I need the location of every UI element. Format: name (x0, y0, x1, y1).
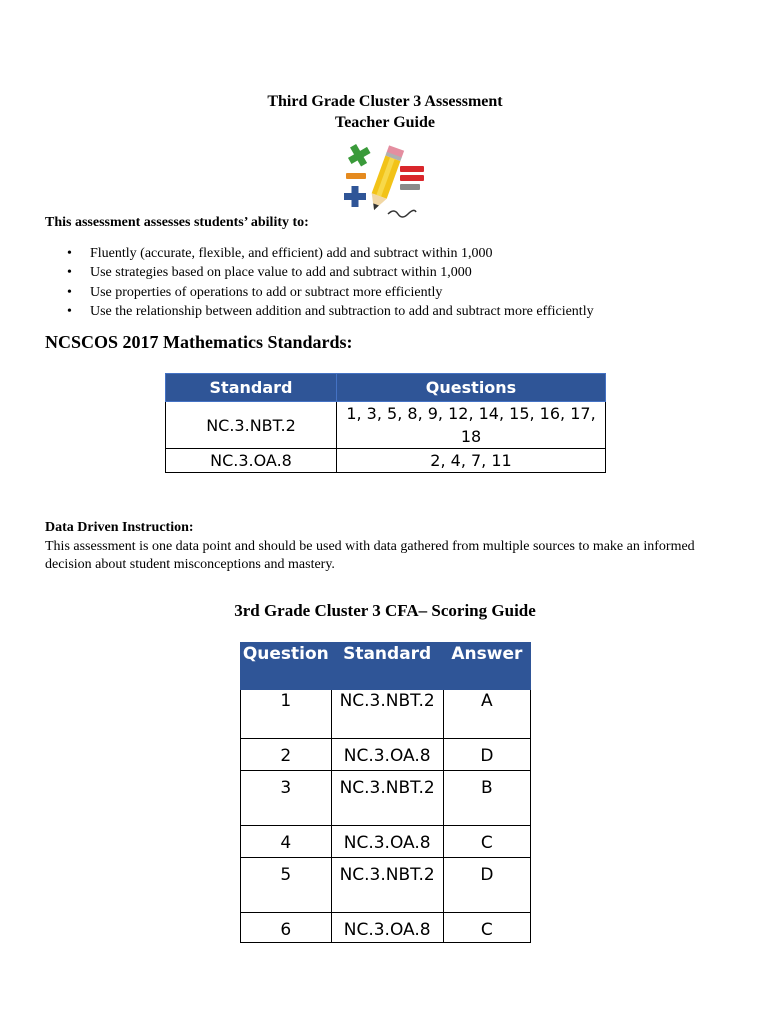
list-item: • Use the relationship between addition and subtraction to add and subtract more efficiently (67, 303, 594, 319)
question-cell: 6 (241, 913, 332, 943)
answer-cell: B (443, 771, 530, 826)
answer-cell: D (443, 858, 530, 913)
question-cell: 5 (241, 858, 332, 913)
list-item: • Use properties of operations to add or subtract more efficiently (67, 284, 443, 300)
column-header: Answer (443, 643, 530, 690)
table-row (241, 771, 531, 826)
answer-cell: C (443, 913, 530, 943)
ddi-text: This assessment is one data point and should be used with data gathered from multiple sources to make an informed decision about student misconceptions and mastery. (45, 538, 695, 572)
standard-cell: NC.3.NBT.2 (166, 402, 337, 449)
standard-cell: NC.3.NBT.2 (331, 858, 443, 913)
pencil-icon (367, 145, 405, 212)
answer-cell: D (443, 739, 530, 771)
questions-cell: 1, 3, 5, 8, 9, 12, 14, 15, 16, 17, 18 (337, 402, 606, 449)
standard-cell: NC.3.OA.8 (331, 913, 443, 943)
document-subtitle: Teacher Guide (334, 114, 435, 131)
list-item: • Use strategies based on place value to add and subtract within 1,000 (67, 265, 472, 281)
column-header: Standard (331, 643, 443, 690)
document-title: Third Grade Cluster 3 Assessment (267, 93, 503, 110)
table-header-row (166, 374, 606, 402)
times-symbol-icon (348, 144, 371, 167)
table-header-row (241, 643, 531, 690)
table-row (166, 402, 606, 449)
question-cell: 3 (241, 771, 332, 826)
table-row (241, 690, 531, 739)
list-item: • Fluently (accurate, flexible, and efficient) add and subtract within 1,000 (67, 246, 493, 261)
table-row (241, 858, 531, 913)
answer-cell: A (443, 690, 530, 739)
standard-cell: NC.3.OA.8 (331, 739, 443, 771)
assessment-intro: This assessment assesses students’ ability to: (45, 215, 309, 230)
standards-heading: NCSCOS 2017 Mathematics Standards: (45, 332, 353, 352)
scoring-table (240, 642, 531, 943)
equals-symbol-icon (400, 166, 424, 181)
ddi-heading: Data Driven Instruction: (45, 520, 194, 535)
standard-cell: NC.3.OA.8 (331, 826, 443, 858)
data-driven-instruction (45, 519, 735, 575)
objectives-list (45, 244, 594, 321)
standards-table (165, 373, 606, 473)
standard-cell: NC.3.OA.8 (166, 449, 337, 473)
column-header: Standard (166, 374, 337, 402)
scoring-guide-heading: 3rd Grade Cluster 3 CFA– Scoring Guide (234, 601, 536, 620)
answer-cell: C (443, 826, 530, 858)
column-header: Question (241, 643, 332, 690)
table-row (241, 739, 531, 771)
question-cell: 4 (241, 826, 332, 858)
minus-symbol-icon (346, 173, 366, 179)
plus-symbol-icon (344, 186, 366, 207)
table-row (166, 449, 606, 473)
question-cell: 2 (241, 739, 332, 771)
gray-minus-icon (400, 184, 420, 190)
table-row (241, 913, 531, 943)
questions-cell: 2, 4, 7, 11 (337, 449, 606, 473)
math-pencil-icon (340, 140, 430, 220)
standard-cell: NC.3.NBT.2 (331, 690, 443, 739)
standard-cell: NC.3.NBT.2 (331, 771, 443, 826)
question-cell: 1 (241, 690, 332, 739)
table-row (241, 826, 531, 858)
column-header: Questions (337, 374, 606, 402)
